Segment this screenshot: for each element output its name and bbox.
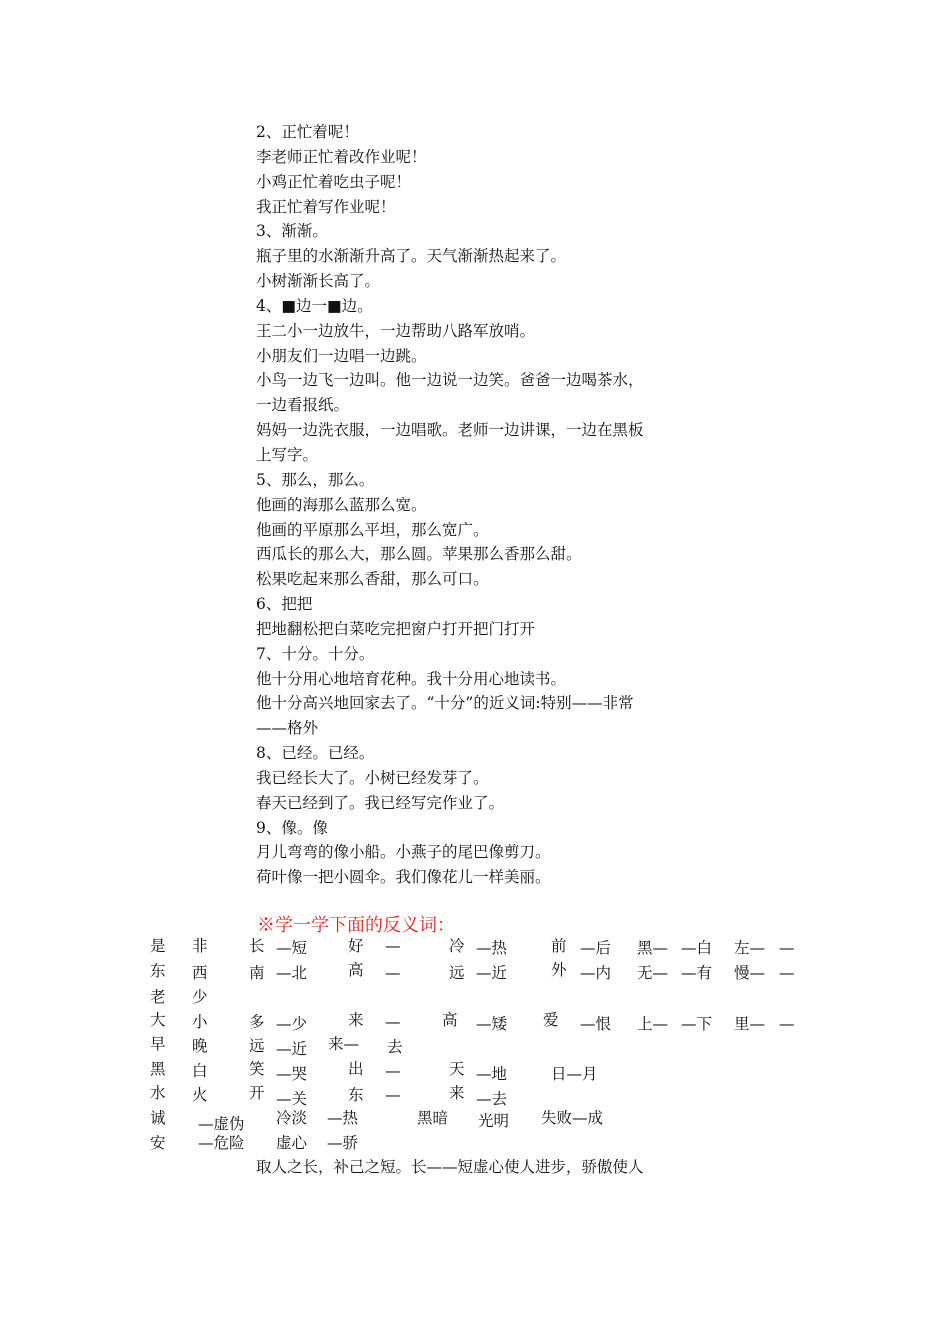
antonym-cell: — [385, 1062, 401, 1080]
antonym-cell: 无— [637, 964, 669, 982]
antonym-cell: —后 [580, 939, 612, 957]
antonym-cell: 虚心 [276, 1134, 308, 1152]
antonym-cell: 冷 [449, 937, 465, 955]
antonym-cell: 西 [192, 964, 208, 982]
antonym-cell: 失败—成 [541, 1109, 604, 1127]
antonym-cell: 晚 [192, 1037, 208, 1055]
antonym-cell: —北 [276, 964, 308, 982]
antonym-cell: —关 [276, 1090, 308, 1108]
antonym-cell: 水 [150, 1084, 166, 1102]
antonym-cell: 白 [192, 1062, 208, 1080]
antonym-cell: 火 [192, 1086, 208, 1104]
antonym-cell: —白 [681, 939, 713, 957]
antonym-cell: —热 [327, 1109, 359, 1127]
text-line: 春天已经到了。我已经写完作业了。 [256, 793, 505, 812]
text-line: 小鸡正忙着吃虫子呢！ [256, 172, 412, 191]
text-line: 3、渐渐。 [256, 222, 328, 241]
antonym-cell: 冷淡 [276, 1109, 308, 1127]
antonym-cell: 诚 [150, 1109, 166, 1127]
antonym-cell: 开 [249, 1084, 265, 1102]
text-line: 6、把把 [256, 595, 313, 614]
antonym-cell: —哭 [276, 1065, 308, 1083]
antonym-cell: —有 [681, 964, 713, 982]
antonym-cell: —恨 [580, 1015, 612, 1033]
antonym-cell: 小 [192, 1013, 208, 1031]
antonym-cell: 来 [449, 1084, 465, 1102]
antonym-cell: 南 [249, 964, 265, 982]
antonym-cell: 早 [150, 1035, 166, 1053]
closing-line: 取人之长，补己之短。长——短虚心使人进步，骄傲使人 [256, 1158, 644, 1176]
text-line: 他画的海那么蓝那么宽。 [256, 495, 427, 514]
text-line: 上写字。 [256, 445, 319, 464]
antonym-cell: 高 [348, 961, 364, 979]
antonym-cell: 远 [449, 964, 465, 982]
antonym-cell: 高 [442, 1011, 458, 1029]
text-line: 他十分用心地培育花种。我十分用心地读书。 [256, 669, 567, 688]
antonym-heading: ※学一学下面的反义词： [257, 915, 455, 936]
antonym-cell: 好 [348, 937, 364, 955]
antonym-cell: —近 [476, 964, 508, 982]
antonym-cell: — [385, 964, 401, 982]
text-line: 5、那么，那么。 [256, 470, 375, 489]
antonym-cell: 天 [449, 1060, 465, 1078]
text-line: 荷叶像一把小圆伞。我们像花儿一样美丽。 [256, 868, 551, 887]
antonym-cell: —短 [276, 939, 308, 957]
antonym-cell: — [385, 1013, 401, 1031]
text-line: ——格外 [256, 719, 319, 738]
text-line: 小树渐渐长高了。 [256, 272, 381, 291]
antonym-cell: —地 [476, 1065, 508, 1083]
antonym-cell: —骄 [327, 1134, 359, 1152]
antonym-cell: 大 [150, 1011, 166, 1029]
text-line: 9、像。像 [256, 818, 328, 837]
antonym-cell: 笑 [249, 1060, 265, 1078]
antonym-cell: 东 [150, 962, 166, 980]
antonym-cell: 光明 [478, 1112, 510, 1130]
antonym-cell: 黑 [150, 1060, 166, 1078]
text-line: 松果吃起来那么香甜，那么可口。 [256, 570, 489, 589]
antonym-cell: — [385, 937, 401, 955]
antonym-cell: 非 [192, 937, 208, 955]
antonym-cell: 上— [637, 1015, 669, 1033]
antonym-cell: 长 [249, 937, 265, 955]
antonym-cell: 来 [348, 1011, 364, 1029]
text-line: 他画的平原那么平坦，那么宽广。 [256, 520, 489, 539]
antonym-cell: 慢— [734, 964, 766, 982]
text-line: 我正忙着写作业呢！ [256, 197, 396, 216]
antonym-cell: 来— [328, 1035, 360, 1053]
antonym-cell: 远 [249, 1037, 265, 1055]
antonym-cell: 日—月 [551, 1065, 598, 1083]
antonym-cell: —虚伪 [198, 1115, 245, 1133]
antonym-cell: — [779, 939, 795, 957]
antonym-cell: —少 [276, 1015, 308, 1033]
text-line: 妈妈一边洗衣服，一边唱歌。老师一边讲课，一边在黑板 [256, 421, 644, 440]
text-line: 7、十分。十分。 [256, 644, 375, 663]
antonym-cell: 老 [150, 988, 166, 1006]
antonym-cell: — [385, 1086, 401, 1104]
antonym-cell: 黑暗 [417, 1109, 449, 1127]
text-line: 月儿弯弯的像小船。小燕子的尾巴像剪刀。 [256, 843, 551, 862]
text-line: 2、正忙着呢！ [256, 123, 359, 141]
antonym-cell: — [779, 964, 795, 982]
text-line: 8、已经。已经。 [256, 744, 375, 763]
antonym-cell: 爱 [543, 1011, 559, 1029]
text-line: 王二小一边放牛，一边帮助八路军放哨。 [256, 321, 536, 340]
antonym-cell: 去 [387, 1038, 403, 1056]
antonym-cell: 前 [551, 937, 567, 955]
text-line: 一边看报纸。 [256, 396, 350, 415]
antonym-cell: 是 [150, 937, 166, 955]
antonym-cell: —去 [476, 1090, 508, 1108]
text-line: 4、■边一■边。 [256, 296, 373, 315]
antonym-cell: 里— [734, 1015, 766, 1033]
antonym-cell: —下 [681, 1015, 713, 1033]
antonym-cell: 少 [192, 988, 208, 1006]
antonym-cell: 外 [551, 961, 567, 979]
antonym-cell: 多 [249, 1013, 265, 1031]
antonym-cell: —矮 [476, 1015, 508, 1033]
antonym-cell: —热 [476, 939, 508, 957]
text-line: 瓶子里的水渐渐升高了。天气渐渐热起来了。 [256, 247, 567, 266]
antonym-cell: —近 [276, 1040, 308, 1058]
text-line: 李老师正忙着改作业呢！ [256, 147, 427, 166]
text-line: 小鸟一边飞一边叫。他一边说一边笑。爸爸一边喝茶水， [256, 371, 644, 390]
text-line: 他十分高兴地回家去了。“十分”的近义词:特别——非常 [256, 694, 634, 713]
antonym-cell: 东 [348, 1086, 364, 1104]
text-line: 我已经长大了。小树已经发芽了。 [256, 768, 489, 787]
antonym-cell: 左— [734, 939, 766, 957]
antonym-cell: —危险 [198, 1134, 245, 1152]
antonym-cell: 出 [348, 1060, 364, 1078]
text-line: 西瓜长的那么大，那么圆。苹果那么香那么甜。 [256, 545, 582, 564]
antonym-cell: 黑— [637, 939, 669, 957]
antonym-cell: — [779, 1015, 795, 1033]
text-lines [256, 120, 716, 890]
antonym-cell: —内 [580, 964, 612, 982]
antonym-cell: 安 [150, 1134, 166, 1152]
text-line: 小朋友们一边唱一边跳。 [256, 346, 427, 365]
text-line: 把地翻松把白菜吃完把窗户打开把门打开 [256, 619, 536, 638]
